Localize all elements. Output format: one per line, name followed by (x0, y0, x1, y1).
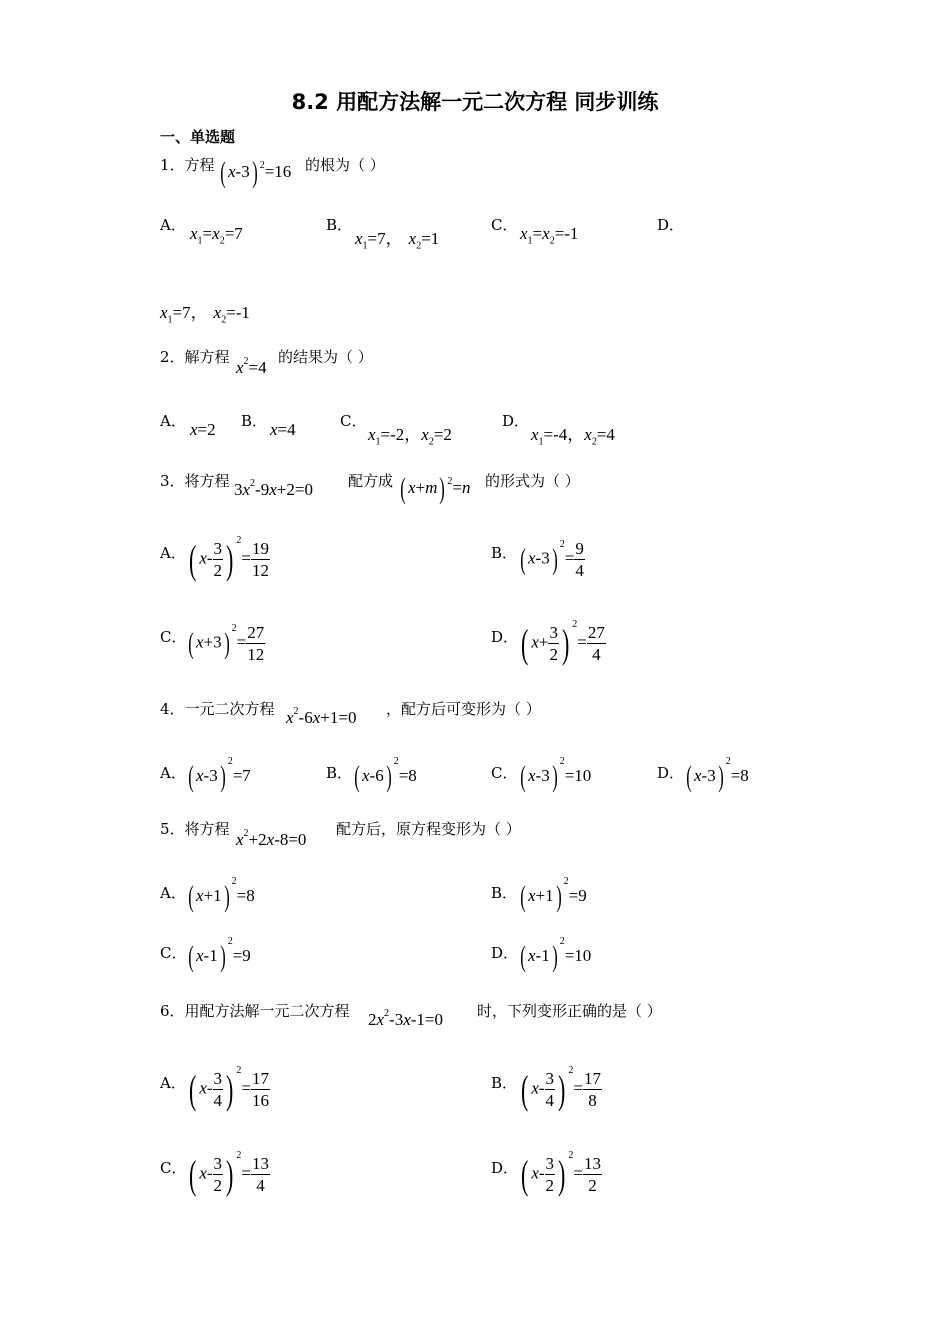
option-a-expr[interactable]: ( x- $\frac{3}{4}$ ) $^2$= $\frac{17}{16}$ (188, 1064, 269, 1112)
question-text: 将方程 (184, 820, 230, 838)
page-title: 8.2 用配方法解一元二次方程 同步训练 (291, 90, 659, 114)
option-d-expr[interactable]: ( x-3) $^2$=8 (686, 756, 749, 793)
option-c-expr[interactable]: $x_1=x_2=-1$ (520, 224, 579, 247)
question-text-tail: 的根为（ ） (305, 156, 385, 174)
section-heading: 一、单选题 (160, 128, 236, 146)
option-label[interactable]: A． (160, 1074, 186, 1092)
option-a-expr[interactable]: x=2 (190, 420, 216, 439)
question-number: 1． (160, 156, 185, 174)
question-text: 一元二次方程 (184, 700, 275, 718)
option-d-expr[interactable]: ( x- $\frac{3}{2}$ ) $^2$= $\frac{13}{2}$ (520, 1149, 601, 1197)
question-number: 6． (160, 1002, 185, 1020)
equation-q4: $x^2-6x+1=0$ (286, 706, 357, 727)
option-c-expr[interactable]: ( x-3) $^2$=10 (520, 756, 592, 793)
option-label[interactable]: C． (491, 216, 518, 234)
question-text-tail: 的结果为（ ） (278, 348, 373, 366)
option-c-expr[interactable]: $x_1=-2$，$x_2=2$ (368, 425, 452, 448)
option-label[interactable]: A． (160, 884, 186, 902)
option-label[interactable]: B． (241, 412, 268, 430)
question-3 (160, 470, 230, 491)
option-label[interactable]: D． (502, 412, 530, 430)
question-text-mid: 配方成 (348, 472, 394, 490)
option-label[interactable]: D． (491, 628, 519, 646)
question-5 (160, 818, 230, 839)
option-label[interactable]: D． (657, 764, 685, 782)
option-label[interactable]: A． (160, 216, 186, 234)
option-label[interactable]: A． (160, 412, 186, 430)
option-b-expr[interactable]: ( x-6) $^2$=8 (354, 756, 417, 793)
question-number: 2． (160, 348, 185, 366)
option-label[interactable]: A． (160, 764, 186, 782)
option-label[interactable]: C． (340, 412, 367, 430)
question-6 (160, 1000, 350, 1021)
option-b-expr[interactable]: x=4 (270, 420, 296, 439)
equation-q3-form: ( x+m) $^2$=n (400, 472, 471, 505)
option-label[interactable]: C． (160, 628, 187, 646)
equation-q3: $3x^2-9x+2=0$ (234, 478, 313, 499)
equation-q6: $2x^2-3x-1=0$ (368, 1008, 444, 1029)
option-label[interactable]: D． (491, 1159, 519, 1177)
question-text-tail: ，配方后可变形为（ ） (386, 700, 541, 718)
option-label[interactable]: D． (491, 944, 519, 962)
option-c-expr[interactable]: ( x-1) $^2$=9 (188, 936, 251, 973)
option-label[interactable]: B． (491, 1074, 518, 1092)
equation-q2: $x^2=4$ (236, 356, 267, 377)
option-label[interactable]: C． (160, 1159, 187, 1177)
question-1 (160, 154, 215, 175)
question-number: 4． (160, 700, 185, 718)
option-d-expr[interactable]: ( x+ $\frac{3}{2}$ ) $^2$= $\frac{27}{4}$ (520, 618, 605, 666)
option-a-expr[interactable]: $x_1=x_2=7$ (190, 224, 243, 247)
option-a-expr[interactable]: ( x+1) $^2$=8 (188, 876, 255, 913)
option-c-expr[interactable]: ( x+3) $^2$= $\frac{27}{12}$ (188, 622, 265, 664)
option-label[interactable]: B． (491, 544, 518, 562)
question-2 (160, 346, 230, 367)
option-label[interactable]: B． (491, 884, 518, 902)
question-text-tail: 时，下列变形正确的是（ ） (477, 1002, 662, 1020)
question-text: 方程 (184, 156, 215, 174)
question-text-tail: 的形式为（ ） (485, 472, 580, 490)
question-text: 解方程 (184, 348, 230, 366)
option-b-expr[interactable]: ( x- $\frac{3}{4}$ ) $^2$= $\frac{17}{8}$ (520, 1064, 601, 1112)
option-label[interactable]: B． (326, 764, 353, 782)
question-number: 3． (160, 472, 185, 490)
option-b-expr[interactable]: $x_1=7$， $x_2=1$ (355, 229, 440, 252)
question-4 (160, 698, 275, 719)
option-label[interactable]: D． (657, 216, 685, 234)
question-text: 用配方法解一元二次方程 (184, 1002, 350, 1020)
question-text-tail: 配方后，原方程变形为（ ） (336, 820, 521, 838)
option-d-expr[interactable]: ( x-1) $^2$=10 (520, 936, 592, 973)
question-number: 5． (160, 820, 185, 838)
option-c-expr[interactable]: ( x- $\frac{3}{2}$ ) $^2$= $\frac{13}{4}$ (188, 1149, 269, 1197)
option-label[interactable]: C． (160, 944, 187, 962)
option-a-expr[interactable]: ( x-3) $^2$=7 (188, 756, 251, 793)
option-a-expr[interactable]: ( x- $\frac{3}{2}$ ) $^2$= $\frac{19}{12}$ (188, 534, 269, 582)
question-text: 将方程 (184, 472, 230, 490)
option-label[interactable]: A． (160, 544, 186, 562)
equation-q5: $x^2+2x-8=0$ (236, 828, 307, 849)
option-d-expr[interactable]: $x_1=7$， $x_2=-1$ (160, 303, 250, 326)
equation-q1: ( x-3) $^2$=16 (220, 156, 292, 189)
option-b-expr[interactable]: ( x-3) $^2$= $\frac{9}{4}$ (520, 538, 584, 580)
option-b-expr[interactable]: ( x+1) $^2$=9 (520, 876, 587, 913)
option-d-expr[interactable]: $x_1=-4$，$x_2=4$ (531, 425, 615, 448)
option-label[interactable]: B． (326, 216, 353, 234)
option-label[interactable]: C． (491, 764, 518, 782)
